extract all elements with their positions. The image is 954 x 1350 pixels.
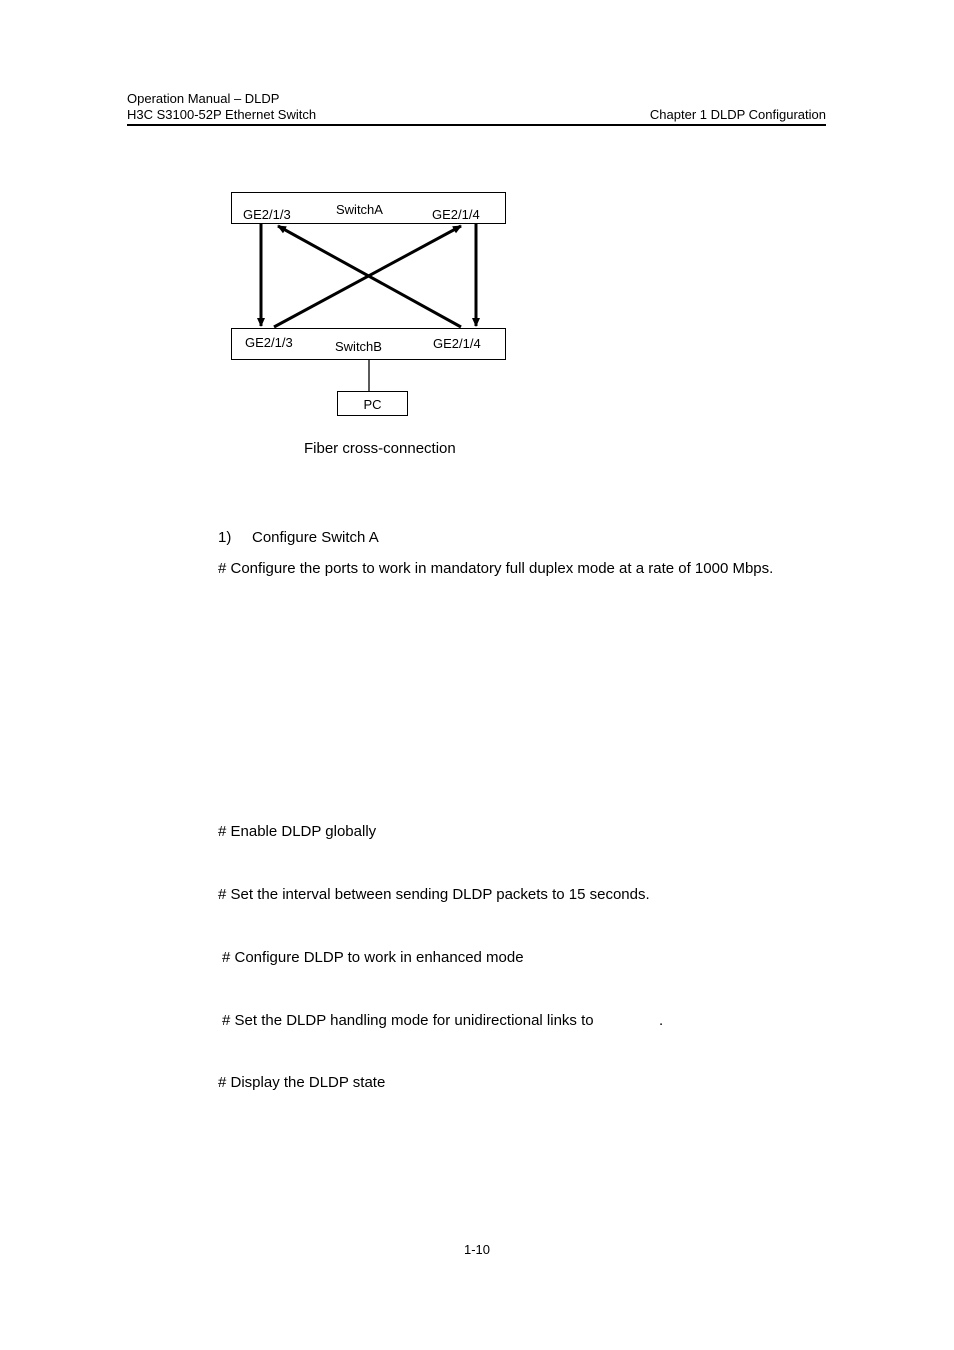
figure-caption: Fiber cross-connection: [304, 440, 456, 457]
header-product-name: H3C S3100-52P Ethernet Switch: [127, 107, 317, 122]
instruction-display-state: # Display the DLDP state: [218, 1074, 386, 1091]
switch-a-box: [231, 192, 506, 224]
instruction-interval: # Set the interval between sending DLDP packets to 15 seconds.: [218, 886, 650, 903]
switch-b-port-left: GE2/1/3: [245, 335, 293, 350]
page-number: 1-10: [463, 1242, 491, 1257]
pc-box: [337, 391, 408, 416]
switch-b-port-right: GE2/1/4: [433, 336, 481, 351]
switch-b-box: [231, 328, 506, 360]
instruction-enable-dldp: # Enable DLDP globally: [218, 823, 377, 840]
instruction-handling-mode: # Set the DLDP handling mode for unidirectional links to: [222, 1012, 594, 1029]
pc-label: PC: [363, 397, 382, 412]
instruction-enhanced-mode: # Configure DLDP to work in enhanced mode: [222, 949, 524, 966]
header-manual-title: Operation Manual – DLDP: [127, 91, 280, 106]
switch-a-name: SwitchA: [336, 202, 383, 217]
diagram-connections: [0, 0, 954, 480]
instruction-ports-duplex: # Configure the ports to work in mandatory full duplex mode at a rate of 1000 Mbps.: [218, 560, 774, 577]
step-title: Configure Switch A: [252, 529, 379, 546]
instruction-handling-mode-period: .: [659, 1012, 664, 1029]
step-number: 1): [218, 529, 232, 546]
header-chapter: Chapter 1 DLDP Configuration: [649, 107, 826, 122]
switch-b-name: SwitchB: [335, 339, 382, 354]
switch-a-port-right: GE2/1/4: [432, 207, 480, 222]
switch-a-port-left: GE2/1/3: [243, 207, 291, 222]
